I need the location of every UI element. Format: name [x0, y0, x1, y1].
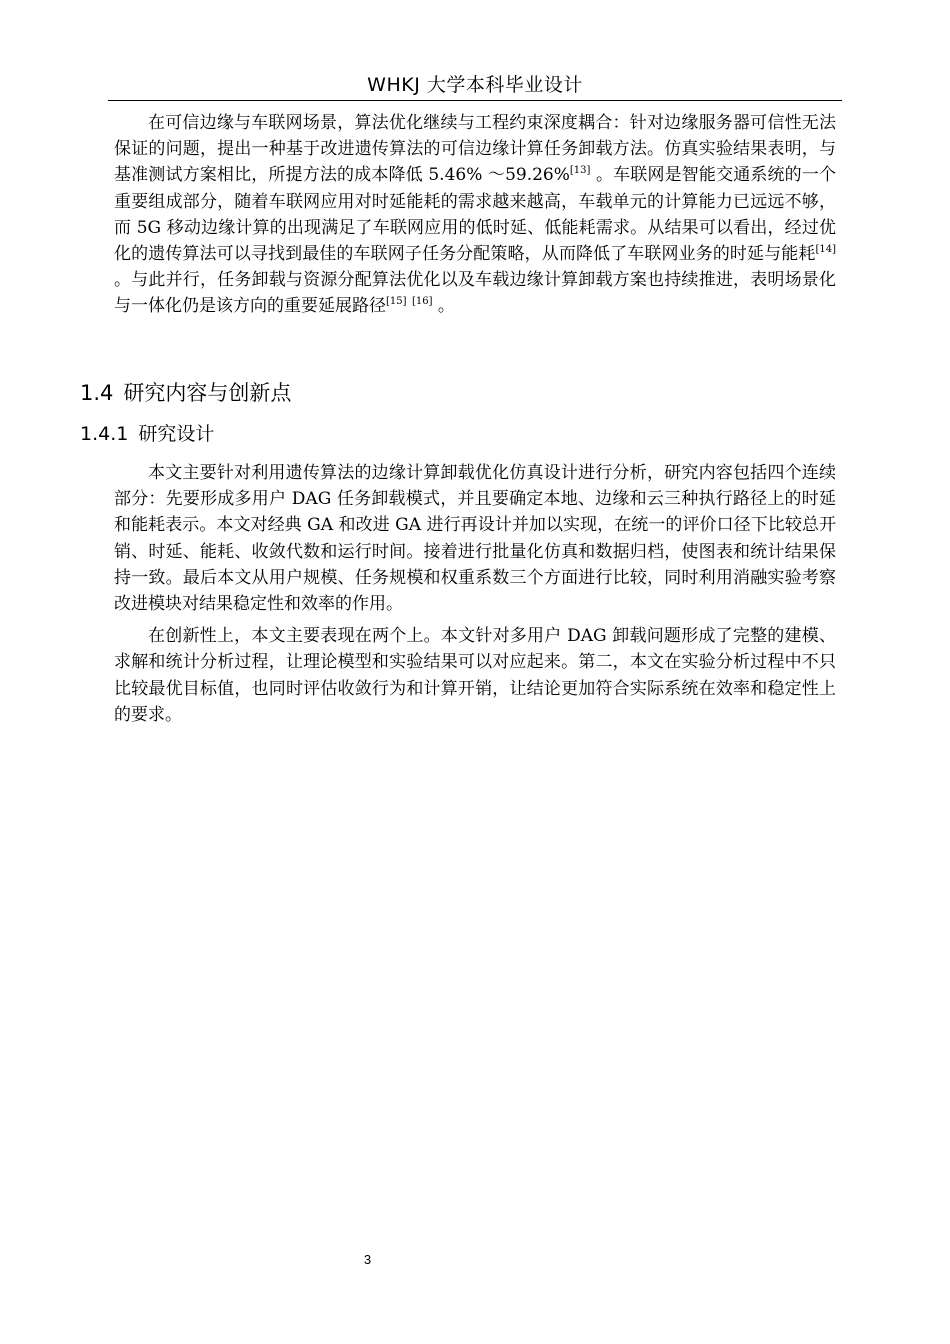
subsection-number: 1.4.1 — [80, 423, 129, 445]
paragraph-vehicular-network — [114, 110, 836, 320]
citation-14[interactable]: [14] — [815, 244, 836, 256]
subsection-title: 研究设计 — [138, 423, 215, 445]
paragraph-research-content: 本文主要针对利用遗传算法的边缘计算卸载优化仿真设计进行分析，研究内容包括四个连续部分：先要形成多用户 DAG 任务卸载模式，并且要确定本地、边缘和云三种执行路径上的时延和能耗表示。本文对经典 GA 和改进 GA 进行再设计并加以实现，在统一的评价口径下比较总开销、时延、能耗、收敛代数和运行时间。接着进行批量化仿真和数据归档，使图表和统计结果保持一致。最后本文从用户规模、任务规模和权重系数三个方面进行比较，同时利用消融实验考察改进模块对结果稳定性和效率的作用。 — [114, 463, 836, 615]
citation-13[interactable]: [13] — [569, 165, 591, 177]
paragraph-text: 。 — [432, 296, 455, 317]
research-design-text-block — [114, 460, 836, 728]
section-title: 研究内容与创新点 — [123, 381, 292, 405]
paragraph-text: 在可信边缘与车联网场景，算法优化继续与工程约束深度耦合：针对边缘服务器可信性无法保证的问题，提出一种基于改进遗传算法的可信边缘计算任务卸载方法。仿真实验结果表明，与基准测试方案相比，所提方法的成本降低 5.46% ～59.26% — [114, 113, 836, 186]
page-header — [108, 64, 842, 101]
paragraph-text: 。与此并行，任务卸载与资源分配算法优化以及车载边缘计算卸载方案也持续推进，表明场景化与一体化仍是该方向的重要延展路径 — [114, 270, 836, 317]
citation-15[interactable]: [15] — [386, 296, 407, 308]
paragraph-innovation: 在创新性上，本文主要表现在两个上。本文针对多用户 DAG 卸载问题形成了完整的建模、求解和统计分析过程，让理论模型和实验结果可以对应起来。第二，本文在实验分析过程中不只比较最优目标值，也同时评估收敛行为和计算开销，让结论更加符合实际系统在效率和稳定性上的要求。 — [114, 626, 836, 725]
section-number: 1.4 — [80, 381, 114, 405]
section-heading — [80, 378, 291, 408]
citation-16[interactable]: [16] — [411, 296, 433, 308]
paragraph-text: 。车联网是智能交通系统的一个重要组成部分，随着车联网应用对时延能耗的需求越来越高，车载单元的计算能力已远远不够，而 5G 移动边缘计算的出现满足了车联网应用的低时延、低能耗需求。从结果可以看出，经过优化的遗传算法可以寻找到最佳的车联网子任务分配策略，从而降低了车联网业务的时延与能耗 — [114, 165, 836, 265]
subsection-heading — [80, 420, 214, 448]
page-number: 3 — [363, 1252, 372, 1267]
header-title: WHKJ 大学本科毕业设计 — [367, 74, 583, 96]
intro-text-block — [114, 110, 836, 320]
